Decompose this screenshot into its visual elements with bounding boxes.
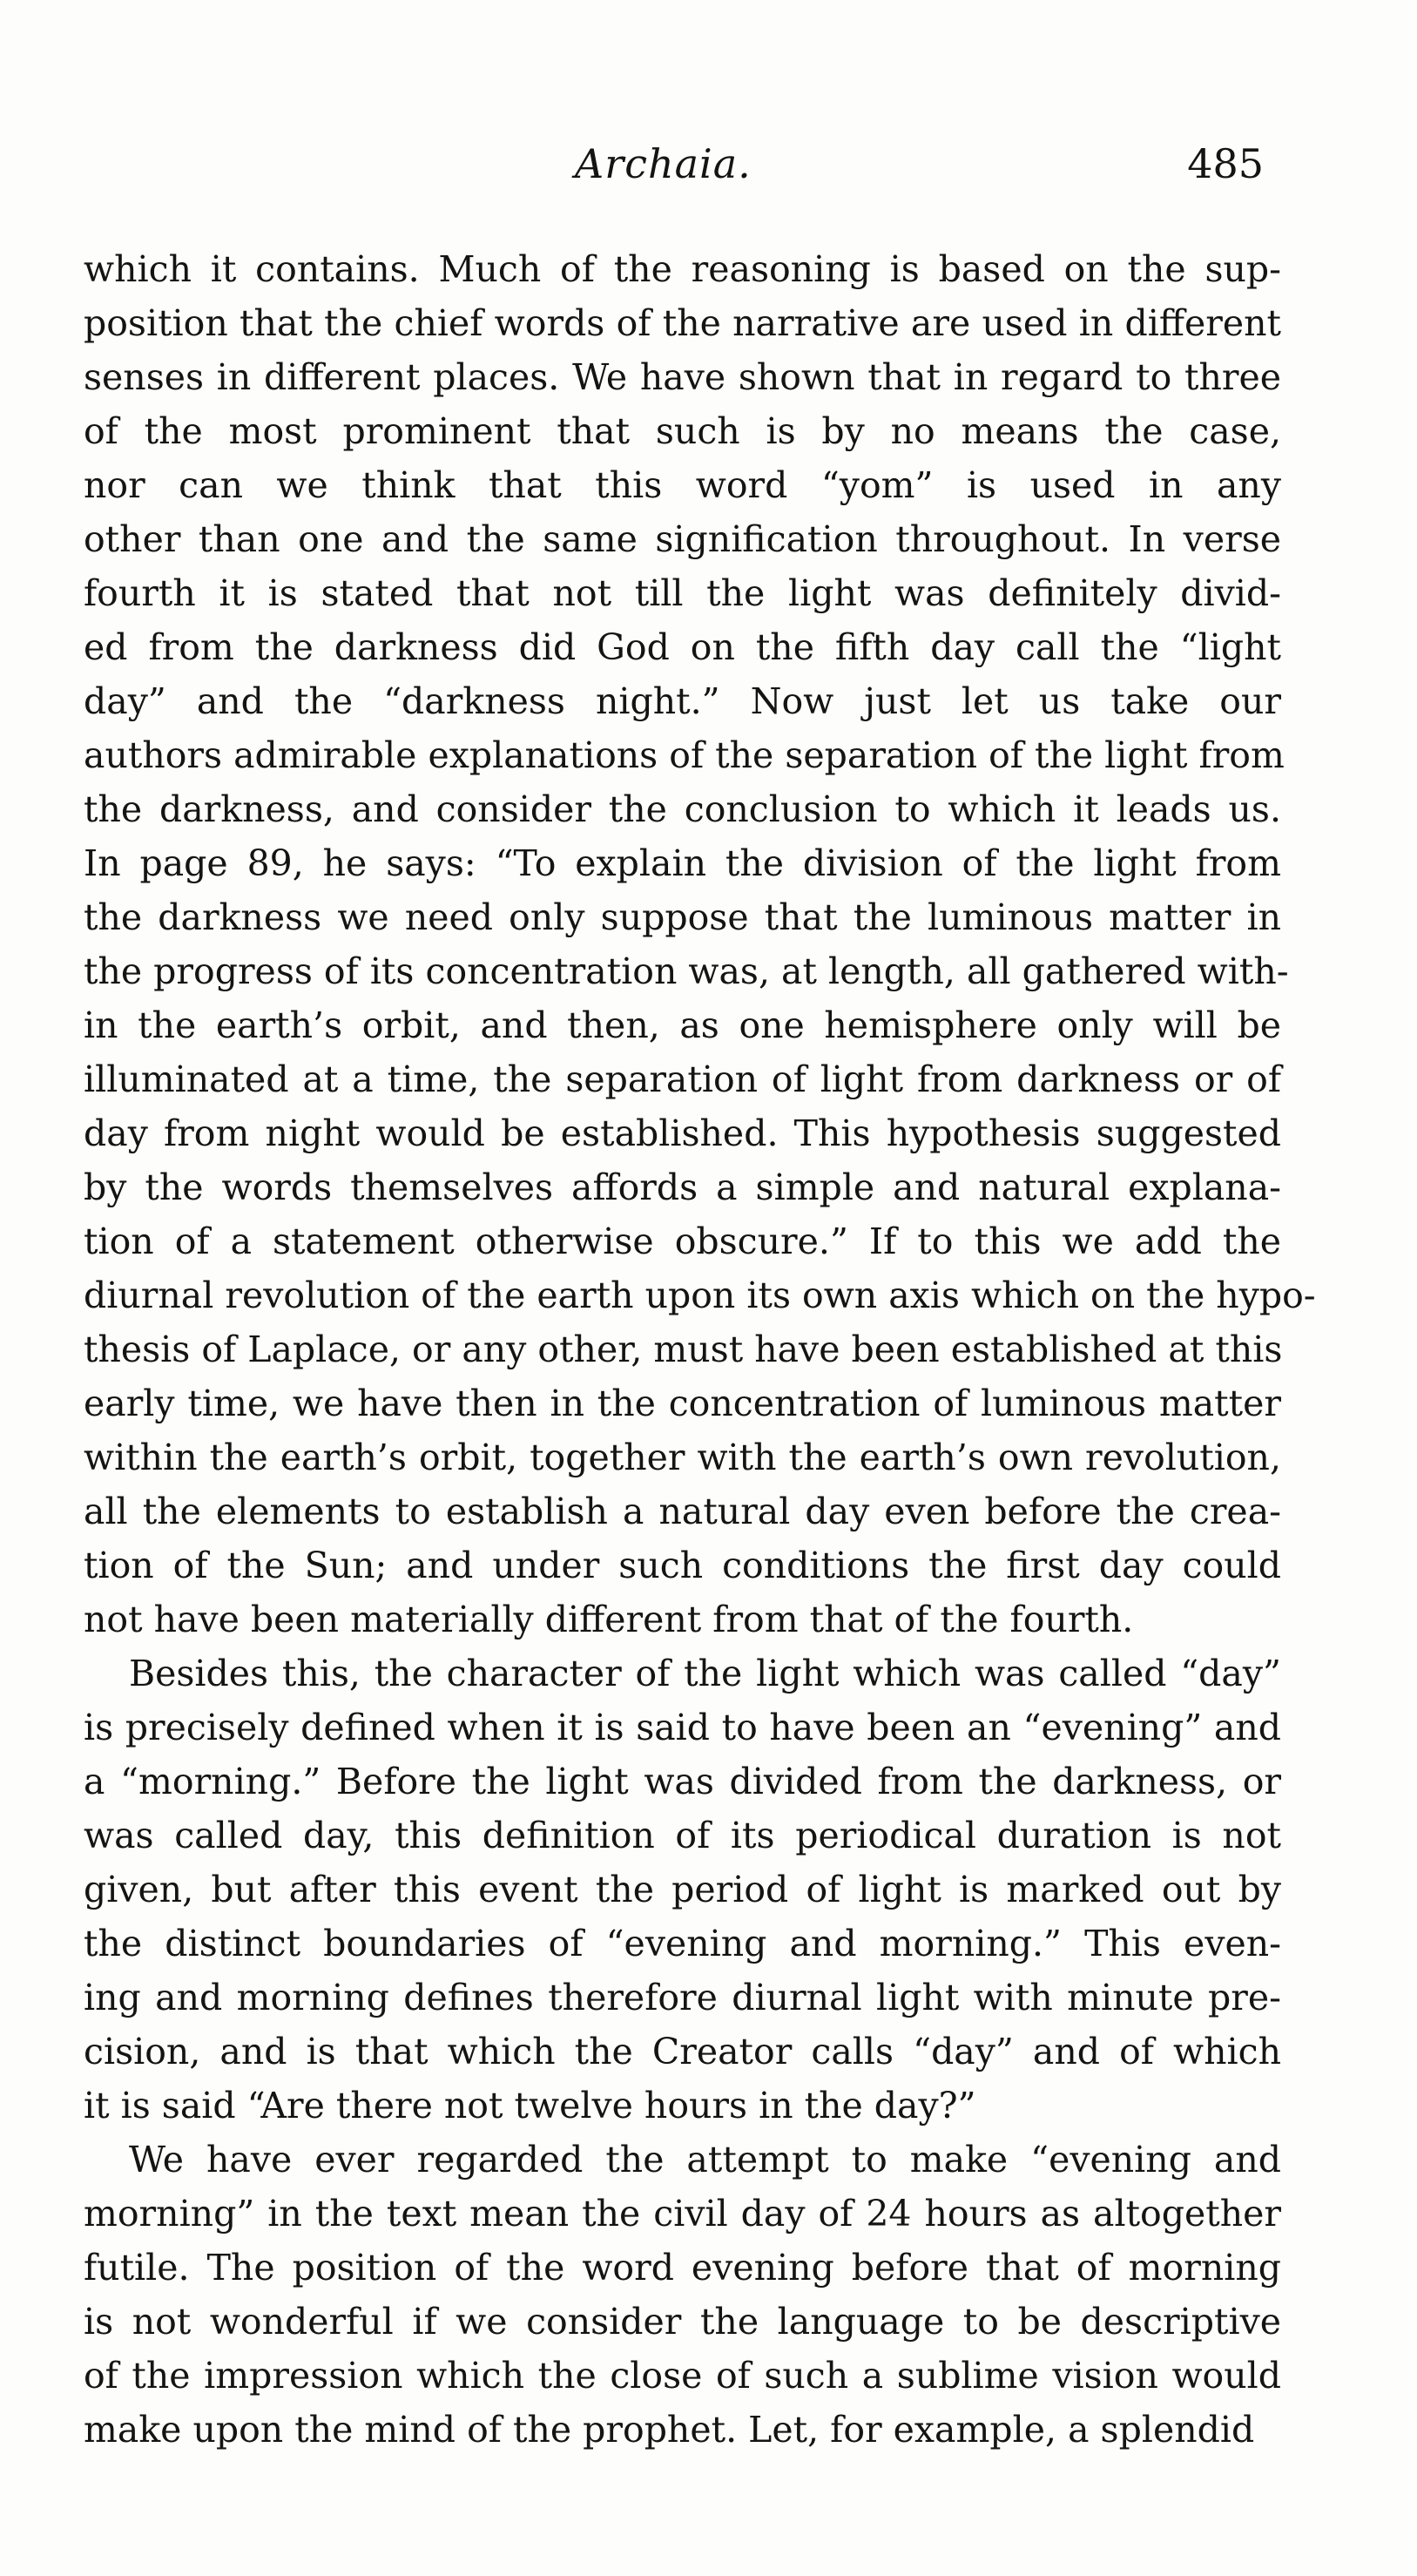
text-line: In page 89, he says: “To explain the division of the light from: [84, 842, 1281, 884]
text-line: in the earth’s orbit, and then, as one hemisphere only will be: [84, 1004, 1281, 1046]
text-line: which it contains. Much of the reasoning is based on the sup-: [84, 248, 1281, 290]
text-line: day from night would be established. This hypothesis suggested: [84, 1112, 1281, 1154]
text-line: ing and morning defines therefore diurnal light with minute pre-: [84, 1977, 1281, 2018]
text-line: diurnal revolution of the earth upon its own axis which on the hypo-: [84, 1274, 1316, 1316]
text-line: cision, and is that which the Creator calls “day” and of which: [84, 2031, 1281, 2072]
text-line: within the earth’s orbit, together with the earth’s own revolution,: [84, 1437, 1281, 1478]
text-line: position that the chief words of the narrative are used in different: [84, 302, 1281, 344]
page-header: [0, 138, 1417, 190]
text-line: fourth it is stated that not till the light was definitely divid-: [84, 572, 1281, 614]
text-line: thesis of Laplace, or any other, must have been established at this: [84, 1329, 1283, 1370]
text-line: tion of the Sun; and under such conditions the first day could: [84, 1545, 1281, 1586]
paragraph: [84, 2133, 1281, 2457]
text-line: all the elements to establish a natural day even before the crea-: [84, 1491, 1281, 1532]
text-line: futile. The position of the word evening before that of morning: [84, 2247, 1281, 2289]
text-line: the distinct boundaries of “evening and morning.” This even-: [84, 1923, 1281, 1964]
text-line: tion of a statement otherwise obscure.” If to this we add the: [84, 1220, 1281, 1262]
body-text: [84, 242, 1316, 2457]
text-line: authors admirable explanations of the separation of the light from: [84, 734, 1285, 776]
text-line: Besides this, the character of the light which was called “day”: [129, 1653, 1281, 1694]
text-line: of the impression which the close of such a sublime vision would: [84, 2355, 1281, 2397]
text-line: a “morning.” Before the light was divided from the darkness, or: [84, 1761, 1281, 1802]
text-line: the darkness, and consider the conclusion to which it leads us.: [84, 788, 1281, 830]
text-line: morning” in the text mean the civil day of 24 hours as altogether: [84, 2193, 1281, 2235]
text-line: We have ever regarded the attempt to make “evening and: [129, 2139, 1281, 2180]
text-line: not have been materially different from that of the fourth.: [84, 1599, 1134, 1640]
text-line: is precisely defined when it is said to have been an “evening” and: [84, 1707, 1281, 1748]
text-line: the progress of its concentration was, at length, all gathered with-: [84, 950, 1289, 992]
text-line: ed from the darkness did God on the fifth day call the “light: [84, 626, 1281, 668]
text-line: day” and the “darkness night.” Now just let us take our: [84, 680, 1281, 722]
text-line: was called day, this definition of its periodical duration is not: [84, 1815, 1281, 1856]
text-line: given, but after this event the period of light is marked out by: [84, 1869, 1281, 1910]
text-line: by the words themselves affords a simple and natural explana-: [84, 1166, 1281, 1208]
text-line: it is said “Are there not twelve hours in the day?”: [84, 2085, 976, 2126]
running-title: Archaia.: [575, 140, 752, 187]
text-line: early time, we have then in the concentration of luminous matter: [84, 1383, 1281, 1424]
text-line: the darkness we need only suppose that the luminous matter in: [84, 896, 1281, 938]
page-number: 485: [1187, 140, 1264, 187]
paragraph: [84, 1646, 1281, 2133]
text-line: is not wonderful if we consider the language to be descriptive: [84, 2301, 1281, 2343]
text-line: illuminated at a time, the separation of light from darkness or of: [84, 1058, 1281, 1100]
paragraph: [84, 242, 1316, 1646]
text-line: nor can we think that this word “yom” is used in any: [84, 464, 1281, 506]
text-line: senses in different places. We have shown that in regard to three: [84, 356, 1281, 398]
text-line: other than one and the same signification throughout. In verse: [84, 518, 1281, 560]
text-line: of the most prominent that such is by no means the case,: [84, 410, 1281, 452]
text-line: make upon the mind of the prophet. Let, for example, a splendid: [84, 2409, 1255, 2451]
